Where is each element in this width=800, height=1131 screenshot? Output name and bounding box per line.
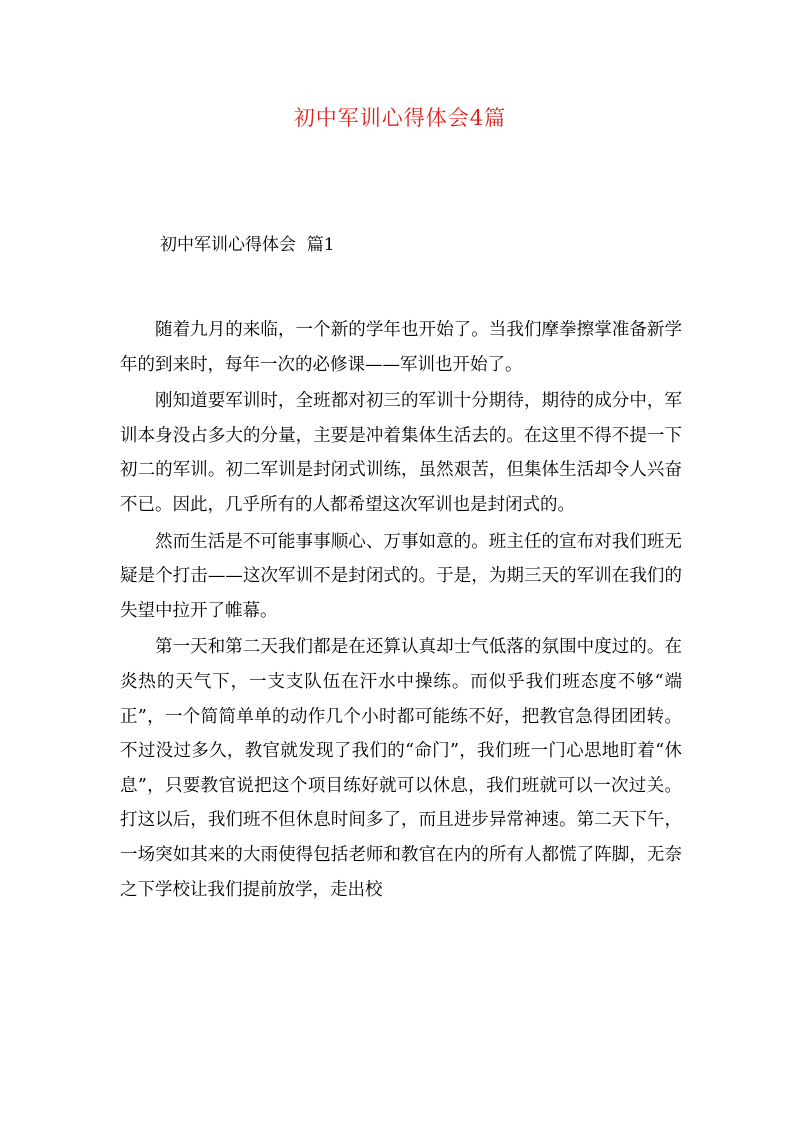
paragraph-3: 然而生活是不可能事事顺心、万事如意的。班主任的宣布对我们班无疑是个打击——这次军训不是封闭式的。于是，为期三天的军训在我们的失望中拉开了帷幕。 [120, 531, 682, 621]
section-heading: 初中军训心得体会 篇1 [160, 235, 335, 255]
document-title: 初中军训心得体会4篇 [293, 106, 507, 130]
paragraph-1: 随着九月的来临，一个新的学年也开始了。当我们摩拳擦掌准备新学年的到来时，每年一次的必修课——军训也开始了。 [120, 320, 682, 375]
paragraph-4: 第一天和第二天我们都是在还算认真却士气低落的氛围中度过的。在炎热的天气下，一支支队伍在汗水中操练。而似乎我们班态度不够“端正”，一个简简单单的动作几个小时都可能练不好，把教官急得团团转。不过没过多久，教官就发现了我们的“命门”，我们班一门心思地盯着“休息”，只要教官说把这个项目练好就可以休息，我们班就可以一次过关。打这以后，我们班不但休息时间多了，而且进步异常神速。第二天下午，一场突如其来的大雨使得包括老师和教官在内的所有人都慌了阵脚，无奈之下学校让我们提前放学，走出校 [120, 637, 682, 900]
document-body [120, 313, 682, 909]
paragraph-2: 刚知道要军训时，全班都对初三的军训十分期待，期待的成分中，军训本身没占多大的分量，主要是冲着集体生活去的。在这里不得不提一下初二的军训。初二军训是封闭式训练，虽然艰苦，但集体生活却令人兴奋不已。因此，几乎所有的人都希望这次军训也是封闭式的。 [120, 391, 682, 515]
